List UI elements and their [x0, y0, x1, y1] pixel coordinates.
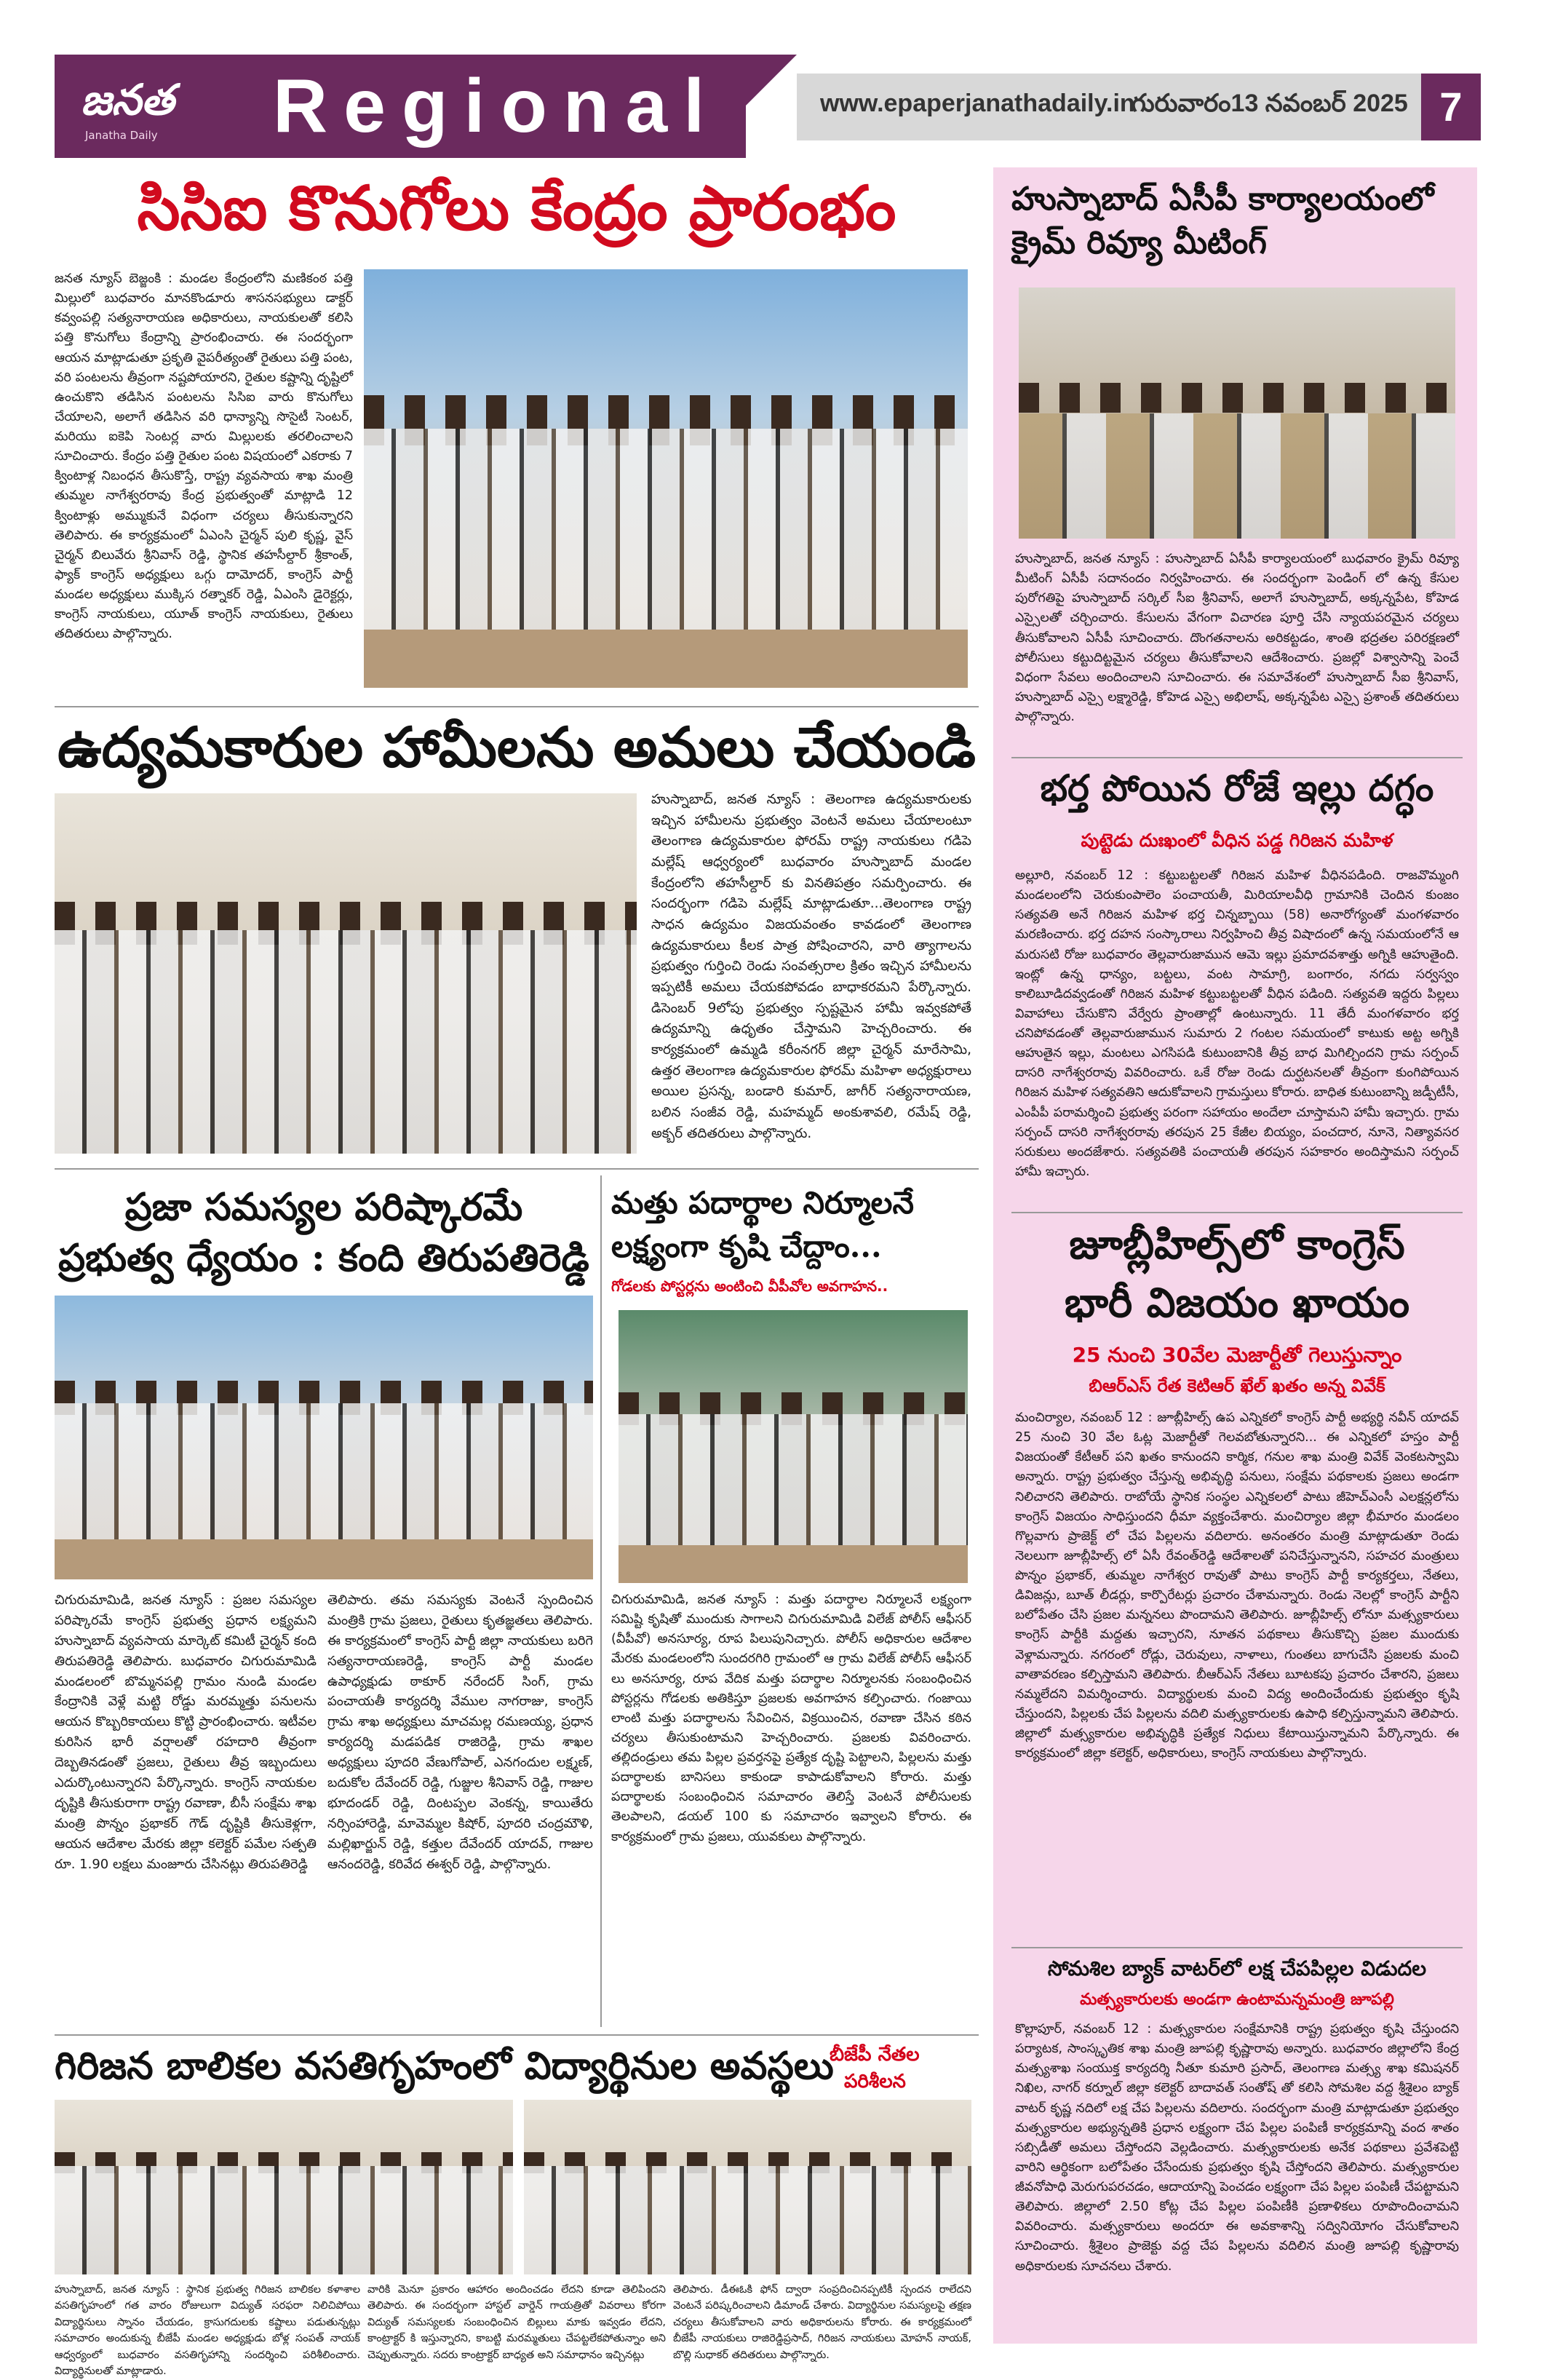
divider [55, 706, 979, 707]
article-crime-body: హుస్నాబాద్, జనత న్యూస్ : హుస్నాబాద్ ఏసీపీ కార్యాలయంలో బుధవారం క్రైమ్ రివ్యూ మీటింగ్ ఏసీపీ సదానందం నిర్వహించారు. ఈ సందర్భంగా పెండింగ్ లో ఉన్న కేసుల పురోగతిపై హుస్నాబాద్ సర్కిల్ సీఐ శ్రీనివాస్, అలాగే హుస్నాబాద్, అక్కన్నపేట, కోహెడ ఎస్సైలతో చర్చించారు. కేసులను వేగంగా విచారణ పూర్తి చేసి న్యాయపరమైన చర్యలు తీసుకోవాలని ఏసీపీ సూచించారు. దొంగతనాలను అరికట్టడం, శాంతి భద్రతల పరిరక్షణలో పోలీసులు కట్టుదిట్టమైన చర్యలు తీసుకోవాలని ఆదేశించారు. ప్రజల్లో విశ్వాసాన్ని పెంచే విధంగా సేవలు అందించాలని సూచించారు. ఈ సమావేశంలో హుస్నాబాద్ సీఐ శ్రీనివాస్, హుస్నాబాద్ ఎస్సై లక్ష్మారెడ్డి, కోహెడ ఎస్సై అభిలాష్, అక్కన్నపేట ఎస్సై ప్రశాంత్ తదితరులు పాల్గొన్నారు. [1015, 552, 1459, 724]
headline-crime-2: క్రైమ్ రివ్యూ మీటింగ్ [1011, 224, 1267, 261]
headline-people-2: ప్రభుత్వ ధ్యేయం : కంది తిరుపతిరెడ్డి [58, 1236, 589, 1280]
article-people-body-2: తెలిపారు. తమ సమస్యకు వెంటనే స్పందించిన మంత్రికి గ్రామ ప్రజలు, రైతులు కృతజ్ఞతలు తెలిపారు. ఈ కార్యక్రమంలో కాంగ్రెస్ పార్టీ జిల్లా నాయకులు బరిగె సత్యనారాయణరెడ్డి, కాంగ్రెస్ పార్టీ మండల ఉపాధ్యక్షుడు ఠాకూర్ నరేందర్ సింగ్, గ్రామ పంచాయతీ కార్యదర్శి వేముల నాగరాజు, కాంగ్రెస్ గ్రామ శాఖ అధ్యక్షులు మాచమల్ల రమణయ్య, ప్రధాన కార్యదర్శి మడపడిక రాజిరెడ్డి, గ్రామ శాఖల అధ్యక్షులు పూదరి వేణుగోపాల్, ఎనగందుల లక్ష్మణ్, బదుకోల దేవేందర్ రెడ్డి, గుజ్జుల శీనివాస్ రెడ్డి, గాజుల భూదండర్ రెడ్డి, దింటప్పల వెంకన్న, కాయితేరు నర్సింహారెడ్డి, మావెమ్మల కిషోర్, పూదరి చంద్రమౌళి, మల్లిఖార్జున్ రెడ్డి, కత్తుల దేవేందర్ యాదవ్, గాజుల ఆనందరెడ్డి, కరివేద ఈశ్వర్ రెడ్డి, పాల్గొన్నారు. [327, 1592, 593, 1872]
article-hostel-body-2: వారికి మెనూ ప్రకారం ఆహారం అందించడం లేదని కూడా తెలిపిందని తెలిపారు. ఈ సందర్భంగా హాస్టల్ వార్డెన్ గాయత్రితో వివరాలు కోరగా విద్యుత్ సమస్యలకు సంబంధించిన బిల్లులు మాకు ఇవ్వడం లేదని, కాంట్రాక్టర్ కి ఇస్తున్నారని, కాబట్టి మరమ్మతులు చేపట్టలేకపోతున్నాం అని చెప్పుతున్నారు. సదరు కాంట్రాక్టర్ బాధ్యత అని సమాధానం ఇచ్చినట్లు [367, 2284, 666, 2361]
photo-cci-inauguration [364, 269, 968, 688]
masthead [55, 55, 1481, 158]
headline-drugs-1: మత్తు పదార్థాల నిర్మూలనే [611, 1185, 914, 1221]
article-widow-body: అల్లూరి, నవంబర్ 12 : కట్టుబట్టలతో గిరిజన మహిళ వీధినపడింది. రాజవొమ్మంగి మండలంలోని చెరుకుంపాలెం పంచాయతీ, మిరియాలవీధి గ్రామానికి చెందిన కుంజం సత్యవతి అనే గిరిజన మహిళ భర్త చిన్నబ్బాయి (58) అనారోగ్యంతో మంగళవారం మరణించారు. భర్త దహన సంస్కారాలు నిర్వహించి తీవ్ర విషాదంలో ఉన్న సమయంలోనే ఆ మరుసటి రోజు బుధవారం తెల్లవారుజామున ఆమె ఇల్లు ప్రమాదవశాత్తు అగ్నికి ఆహుతైంది. ఇంట్లో ఉన్న ధాన్యం, బట్టలు, వంట సామాగ్రి, బంగారం, నగదు సర్వస్వం కాలిబూడిదవ్వడంతో గిరిజన మహిళ కట్టుబట్టలతో వీధిన పడింది. సత్యవతి ఇద్దరు పిల్లలు వివాహాలు చేసుకొని వేర్వేరు ప్రాంతాల్లో ఉంటున్నారు. 11 తేదీ మంగళవారం భర్త చనిపోవడంతో తెల్లవారుజామున సుమారు 2 గంటల సమయంలో కాటుకు అట్ట అగ్నికి ఆహుతైన ఇల్లు, మంటలు ఎగసిపడి కుటుంబానికి తీవ్ర బాధ మిగిల్చిందని గ్రామ సర్పంచ్ దాసరి నాగేశ్వరరావు వివరించారు. ఒకే రోజు రెండు దుర్ఘటనలతో తీవ్రంగా కుంగిపోయిన గిరిజన మహిళ సత్యవతిని ఆదుకోవాలని గ్రామస్తులు కోరారు. బాధిత కుటుంబాన్ని జడ్పీటీసీ, ఎంపీపీ పరామర్శించి ప్రభుత్వ పరంగా సహాయం అందేలా చూస్తామని హామీ ఇచ్చారు. గ్రామ సర్పంచ్ దాసరి నాగేశ్వరరావు తరపున 25 కేజీల బియ్యం, పంచదార, నూనె, నిత్యావసర సరుకులు అందజేశారు. సత్యవతికి పంచాయతీ తరపున సహకారం అందిస్తామని సర్పంచ్ హామీ ఇచ్చారు. [1015, 868, 1459, 1179]
logo-tagline: Janatha Daily [85, 129, 158, 142]
subhead-jubilee-2: బిఆర్ఎస్ రేత కెటిఆర్ ఖేల్ ఖతం అన్న వివేక్ [1089, 1376, 1385, 1396]
divider [55, 2034, 979, 2036]
article-movement-body: హుస్నాబాద్, జనత న్యూస్ : తెలంగాణ ఉద్యమకారులకు ఇచ్చిన హామీలను ప్రభుత్వం వెంటనే అమలు చేయాలంటూ తెలంగాణ ఉద్యమకారుల ఫోరమ్ రాష్ట్ర నాయకులు గడిపె మల్లేష్ ఆధ్వర్యంలో బుధవారం హుస్నాబాద్ మండల కేంద్రంలోని తహసీల్దార్ కు వినతిపత్రం సమర్పించారు. ఈ సందర్భంగా గడిపె మల్లేష్ మాట్లాడుతూ...తెలంగాణ రాష్ట్ర సాధన ఉద్యమం విజయవంతం కావడంలో తెలంగాణ ఉద్యమకారులు కీలక పాత్ర పోషించారని, వారి త్యాగాలను ప్రభుత్వం గుర్తించి రెండు సంవత్సరాల క్రితం ఇచ్చిన హామీలను ఇప్పటికీ అమలు చేయకపోవడం బాధాకరమని పేర్కొన్నారు. డిసెంబర్ 9లోపు ప్రభుత్వం స్పష్టమైన హామీ ఇవ్వకపోతే ఉద్యమాన్ని ఉధృతం చేస్తామని హెచ్చరించారు. ఈ కార్యక్రమంలో ఉమ్మడి కరీంనగర్ జిల్లా చైర్మన్ మారేసామి, ఉత్తర తెలంగాణ ఉద్యమకారుల ఫోరమ్ మహిళా అధ్యక్షురాలు అయిల ప్రసన్న, బండారి కుమార్, జాగీర్ సత్యనారాయణ, బలిన సంజీవ రెడ్డి, మహమ్మద్ అంకుశావలి, రమేష్ రెడ్డి, అక్బర్ తదితరులు పాల్గొన్నారు. [651, 792, 971, 1141]
masthead-corner-shape [746, 55, 797, 106]
divider [1011, 757, 1463, 758]
article-drugs-body: చిగురుమామిడి, జనత న్యూస్ : మత్తు పదార్థాల నిర్మూలనే లక్ష్యంగా సమిష్టి కృషితో ముందుకు సాగాలని చిగురుమామిడి విలేజ్ పోలీస్ ఆఫీసర్ (వీపీవో) అనసూర్య, రూప పిలుపునిచ్చారు. పోలీస్ అధికారుల ఆదేశాల మేరకు మండలంలోని సుందరగిరి గ్రామంలో ఆ గ్రామ విలేజ్ పోలీస్ ఆఫీసర్ లు అనసూర్య, రూప వేదిక మత్తు పదార్థాల నిర్మూలనకు సంబంధించిన పోస్టర్లను గోడలకు అతికిస్తూ ప్రజలకు అవగాహన కల్పించారు. గంజాయి లాంటి మత్తు పదార్థాలను సేవించిన, విక్రయించిన, రవాణా చేసిన కఠిన చర్యలు తీసుకుంటామని హెచ్చరించారు. ప్రజలకు వివరించారు. తల్లిదండ్రులు తమ పిల్లల ప్రవర్తనపై ప్రత్యేక దృష్టి పెట్టాలని, పిల్లలను మత్తు పదార్థాలకు బానిసలు కాకుండా కాపాడుకోవాలని కోరారు. మత్తు పదార్థాలకు సంబంధించిన సమాచారం తెలిస్తే వెంటనే పోలీసులకు తెలపాలని, డయల్ 100 కు సమాచారం ఇవ్వాలని కోరారు. ఈ కార్యక్రమంలో గ్రామ ప్రజలు, యువకులు పాల్గొన్నారు. [611, 1592, 971, 1844]
photo-hostel-visit-1 [55, 2100, 513, 2274]
article-hostel-body-3: తెలిపారు. డీఈఓకి ఫోన్ ద్వారా సంప్రదించినప్పటికీ స్పందన రాలేదని వెంటనే పరిష్కరించాలని డిమాండ్ చేశారు. విద్యార్థినుల సమస్యలపై తక్షణ చర్యలు తీసుకోవాలని వారు అధికారులను కోరారు. ఈ కార్యక్రమంలో బీజేపీ నాయకులు రాజిరెడ్డిప్రసాద్, గిరిజన నాయకులు మోహన్ నాయక్, బొల్లి సుధాకర్ తదితరులు పాల్గొన్నారు. [673, 2284, 971, 2361]
masthead-info-bar [797, 74, 1481, 140]
photo-crime-meeting [1019, 287, 1455, 539]
photo-drug-awareness [619, 1310, 968, 1583]
headline-drugs-2: లక్ష్యంగా కృషి చేద్దాం... [611, 1229, 882, 1264]
photo-hostel-visit-2 [524, 2100, 971, 2274]
subhead-drugs: గోడలకు పోస్టర్లను అంటించి వీపీవోల అవగాహన.. [611, 1277, 888, 1295]
hostel-tag-1: బీజేపీ నేతల [830, 2044, 920, 2066]
newspaper-logo[interactable] [68, 65, 191, 146]
page-number: 7 [1421, 74, 1481, 140]
headline-people-1: ప్రజా సమస్యల పరిష్కారమే [124, 1185, 523, 1229]
photo-road-repair [55, 1296, 593, 1579]
headline-somasila: సోమశిల బ్యాక్ వాటర్‌లో లక్ష చేపపిల్లల విడుదల [1047, 1956, 1427, 1980]
headline-hostel: గిరిజన బాలికల వసతిగృహంలో విద్యార్థినుల అవస్థలు [55, 2044, 834, 2088]
headline-widow: భర్త పోయిన రోజే ఇల్లు దగ్ధం [1040, 766, 1434, 809]
issue-date: గురువారం13 నవంబర్ 2025 [1132, 90, 1408, 117]
masthead-banner [55, 55, 746, 158]
headline-cci: సిసిఐ కొనుగోలు కేంద్రం ప్రారంభం [137, 172, 896, 244]
article-cci-body: జనత న్యూస్ బెజ్జంకి : మండల కేంద్రంలోని మణికంఠ పత్తి మిల్లులో బుధవారం మానకొండూరు శాసనసభ్యులు డాక్టర్ కవ్వంపల్లి సత్యనారాయణ అధికారులు, నాయకులతో కలిసి పత్తి కొనుగోలు కేంద్రాన్ని ప్రారంభించారు. ఈ సందర్భంగా ఆయన మాట్లాడుతూ ప్రకృతి వైపరీత్యంతో రైతులు పత్తి పంట, వరి పంటలను తీవ్రంగా నష్టపోయారని, రైతుల కష్టాన్ని దృష్టిలో ఉంచుకొని తడిసిన పంటలను సిసిఐ వారు కొనుగోలు చేయాలని, అలాగే తడిసిన వరి ధాన్యాన్ని సొసైటీ సెంటర్, మరియు ఐకెపి సెంటర్ల వారు మిల్లులకు తరలించాలని సూచించారు. కేంద్రం పత్తి రైతుల పంట విషయంలో ఎకరాకు 7 క్వింటాళ్ల నిబంధన తీసుకొస్తే, రాష్ట్ర వ్యవసాయ శాఖ మంత్రి తుమ్మల నాగేశ్వరరావు కేంద్ర ప్రభుత్వంతో మాట్లాడి 12 క్వింటాళ్లు అమ్ముకునే విధంగా చర్యలు తీసుకున్నారని తెలిపారు. ఈ కార్యక్రమంలో ఏఎంసి చైర్మన్ పులి కృష్ణ, వైస్ చైర్మన్ బిలువేరు శ్రీనివాస్ రెడ్డి, స్థానిక తహసీల్దార్ శ్రీకాంత్, ఫ్యాక్ కాంగ్రెస్ అధ్యక్షులు ఒగ్గు దామోదర్, కాంగ్రెస్ పార్టీ మండల అధ్యక్షులు ముక్కిస రత్నాకర్ రెడ్డి, ఏఎంసి డైరెక్టర్లు, కాంగ్రెస్ నాయకులు, యూత్ కాంగ్రెస్ నాయకులు, రైతులు తదితరులు పాల్గొన్నారు. [55, 271, 353, 642]
hostel-tag-2: పరిశీలన [844, 2071, 906, 2093]
subhead-widow: పుట్టెడు దుఃఖంలో వీధిన పడ్డ గిరిజన మహిళ [1081, 830, 1393, 851]
divider [600, 1175, 602, 2027]
headline-movement: ఉద్యమకారుల హామీలను అమలు చేయండి [57, 715, 977, 780]
divider [1011, 1212, 1463, 1213]
photo-movement-petition [55, 793, 637, 1154]
article-people-body-1: చిగురుమామిడి, జనత న్యూస్ : ప్రజల సమస్యల పరిష్కారమే కాంగ్రెస్ ప్రభుత్వ ప్రధాన లక్ష్యమని హుస్నాబాద్ వ్యవసాయ మార్కెట్ కమిటీ చైర్మన్ కంది తిరుపతిరెడ్డి తెలిపారు. బుధవారం చిగురుమామిడి మండలంలో బొమ్మనపల్లి గ్రామం నుండి మండల కేంద్రానికి వెళ్లే మట్టి రోడ్డు మరమ్మత్తు పనులను ఆయన కొబ్బరికాయలు కొట్టి ప్రారంభించారు. ఇటీవల కురిసిన భారీ వర్షాలతో రహదారి తీవ్రంగా దెబ్బతినడంతో ప్రజలు, రైతులు తీవ్ర ఇబ్బందులు ఎదుర్కొంటున్నారని పేర్కొన్నారు. కాంగ్రెస్ నాయకుల దృష్టికి తీసుకురాగా రాష్ట్ర రవాణా, బీసీ సంక్షేమ శాఖ మంత్రి పొన్నం ప్రభాకర్ గౌడ్ దృష్టికి తీసుకెళ్లగా, ఆయన ఆదేశాల మేరకు జిల్లా కలెక్టర్ పమేల సత్పతి రూ. 1.90 లక్షలు మంజూరు చేసినట్లు తిరుపతిరెడ్డి [55, 1592, 317, 1872]
article-somasila-body: కొల్లాపూర్, నవంబర్ 12 : మత్స్యకారుల సంక్షేమానికి రాష్ట్ర ప్రభుత్వం కృషి చేస్తుందని పర్యాటక, సాంస్కృతిక శాఖ మంత్రి జూపల్లి కృష్ణారావు అన్నారు. బుధవారం జిల్లాలోని కేంద్ర మత్స్యశాఖ సంయుక్త కార్యదర్శి నీతూ కుమారి ప్రసాద్, తెలంగాణ మత్స్య శాఖ కమిషనర్ నిఖిల, నాగర్ కర్నూల్ జిల్లా కలెక్టర్ బాదావత్ సంతోష్ తో కలిసి సోమశిల వద్ద శ్రీశైలం బ్యాక్ వాటర్ కృష్ణ నదిలో లక్ష చేప పిల్లలను వదిలారు. సందర్భంగా మంత్రి మాట్లాడుతూ ప్రభుత్వం మత్స్యకారుల అభ్యున్నతికి ప్రధాన లక్ష్యంగా చేప పిల్లల పంపిణీ కార్యక్రమాన్ని వంద శాతం సబ్సిడీతో అమలు చేస్తోందని వెల్లడించారు. మత్స్యకారులకు అనేక పథకాలు ప్రవేశపెట్టి వారిని ఆర్థికంగా బలోపేతం చేసేందుకు ప్రభుత్వం కృషి చేస్తోందని తెలిపారు. మత్స్యకారుల జీవనోపాధి మెరుగుపరచడం, ఆదాయాన్ని పెంచడం లక్ష్యంగా చేప పిల్లల పంపిణీ చేపట్టామని తెలిపారు. జిల్లాలో 2.50 కోట్ల చేప పిల్లల పంపిణీకి ప్రణాళికలు రూపొందించామని వివరించారు. మత్స్యకారులు అందరూ ఈ అవకాశాన్ని సద్వినియోగం చేసుకోవాలని సూచించారు. శ్రీశైలం ప్రాజెక్టు వద్ద చేప పిల్లలను వదిలిన మంత్రి జూపల్లి కృష్ణారావు అధికారులకు సూచనలు చేశారు. [1015, 2022, 1459, 2274]
headline-jubilee-1: జూబ్లీహిల్స్‌లో కాంగ్రెస్ [1069, 1221, 1405, 1269]
headline-crime-1: హుస్నాబాద్ ఏసీపీ కార్యాలయంలో [1011, 181, 1434, 218]
website-link[interactable]: www.epaperjanathadaily.in [820, 90, 1135, 117]
article-jubilee-body: మంచిర్యాల, నవంబర్ 12 : జూబ్లీహిల్స్ ఉప ఎన్నికలో కాంగ్రెస్ పార్టీ అభ్యర్థి నవీన్ యాదవ్ 25 నుంచి 30 వేల ఓట్ల మెజార్టీతో గెలవబోతున్నారని... ఈ ఎన్నికలో హస్తం పార్టీ విజయంతో కేటీఆర్ పని ఖతం కానుందని కార్మిక, గనుల శాఖ మంత్రి వివేక్ వెంకటస్వామి అన్నారు. రాష్ట్ర ప్రభుత్వం చేస్తున్న అభివృద్ధి పనులు, సంక్షేమ పథకాలకు ప్రజలు అండగా నిలిచారని తెలిపారు. రాబోయే స్థానిక సంస్థల ఎన్నికలలో పాటు జీహెచ్ఎంసీ ఎలక్షన్లలోను కాంగ్రెస్ విజయం సాధిస్తుందని ధీమా వ్యక్తంచేశారు. మంచిర్యాల జిల్లా భీమారం మండలం గొల్లవాగు ప్రాజెక్ట్ లో చేప పిల్లలను వదిలారు. అనంతరం మంత్రి మాట్లాడుతూ రెండు నెలలుగా జూబ్లీహిల్స్ లో ఏసీ రేవంత్‌రెడ్డి ఆదేశాలతో పనిచేస్తున్నానని, సహచర మంత్రులు పొన్నం ప్రభాకర్, తుమ్మల నాగేశ్వర రావుతో పాటు కాంగ్రెస్ పార్టీ కార్యకర్తలు, నేతలు, డివిజన్లు, బూత్ లీడర్లు, కార్పొరేటర్లు ప్రచారం చేశామన్నారు. రెండు నెలల్లో కాంగ్రెస్ పార్టీని బలోపేతం చేసి ప్రజల మన్ననలు పొందామని తెలిపారు. జూబ్లీహిల్స్ లోనూ మత్స్యకారులు కాంగ్రెస్ పార్టీకి మద్దతు ఇచ్చారని, నూతన పథకాలు తీసుకొచ్చి ప్రజల ముందుకు వెళ్లామన్నారు. నగరంలో రోడ్లు, చెరువులు, నాళాలు, గుంతలు బాగుచేసి ప్రజలకు మంచి వాతావరణం కల్పిస్తామని తెలిపారు. బీఆర్ఎస్ నేతలు బూటకపు ప్రచారం చేశారని, ప్రజలు నమ్మలేదని విమర్శించారు. విద్యార్థులకు మంచి విద్య అందించేందుకు ప్రభుత్వం కృషి చేస్తుందని, పిల్లలకు చేప పిల్లలను వదిలి మత్స్యకారులకు ఉపాధి కల్పిస్తున్నామని తెలిపారు. జిల్లాలో మత్స్యకారుల అభివృద్ధికి ప్రత్యేక నిధులు కేటాయిస్తున్నామని పేర్కొన్నారు. ఈ కార్యక్రమంలో జిల్లా కలెక్టర్, అధికారులు, కాంగ్రెస్ నాయకులు పాల్గొన్నారు. [1015, 1411, 1459, 1761]
subhead-somasila: మత్స్యకారులకు అండగా ఉంటామన్నమంత్రి జూపల్లి [1080, 1991, 1394, 2009]
divider [55, 1168, 979, 1170]
subhead-jubilee-1: 25 నుంచి 30వేల మెజార్టీతో గెలుస్తున్నాం [1072, 1343, 1402, 1367]
logo-text: జనత [81, 75, 175, 124]
divider [1011, 1947, 1463, 1948]
article-hostel-body-1: హుస్నాబాద్, జనత న్యూస్ : స్థానిక ప్రభుత్వ గిరిజన బాలికల కళాశాల వసతిగృహంలో గత వారం రోజులుగా విద్యుత్ సరఫరా నిలిచిపోయి విద్యార్థినులు స్నానం చేయడం, క్రాసుగదులకు కష్టాలు పడుతున్నట్లు సమాచారం అందుకున్న బీజేపీ మండల అధ్యక్షుడు బోళ్ల సంపత్ నాయక్ ఆధ్వర్యంలో బుధవారం వసతిగృహాన్ని సందర్శించి పరిశీలించారు. విద్యార్థినులతో మాట్లాడారు. [55, 2284, 360, 2378]
headline-jubilee-2: భారీ విజయం ఖాయం [1064, 1279, 1410, 1327]
section-title: Regional [273, 64, 721, 148]
